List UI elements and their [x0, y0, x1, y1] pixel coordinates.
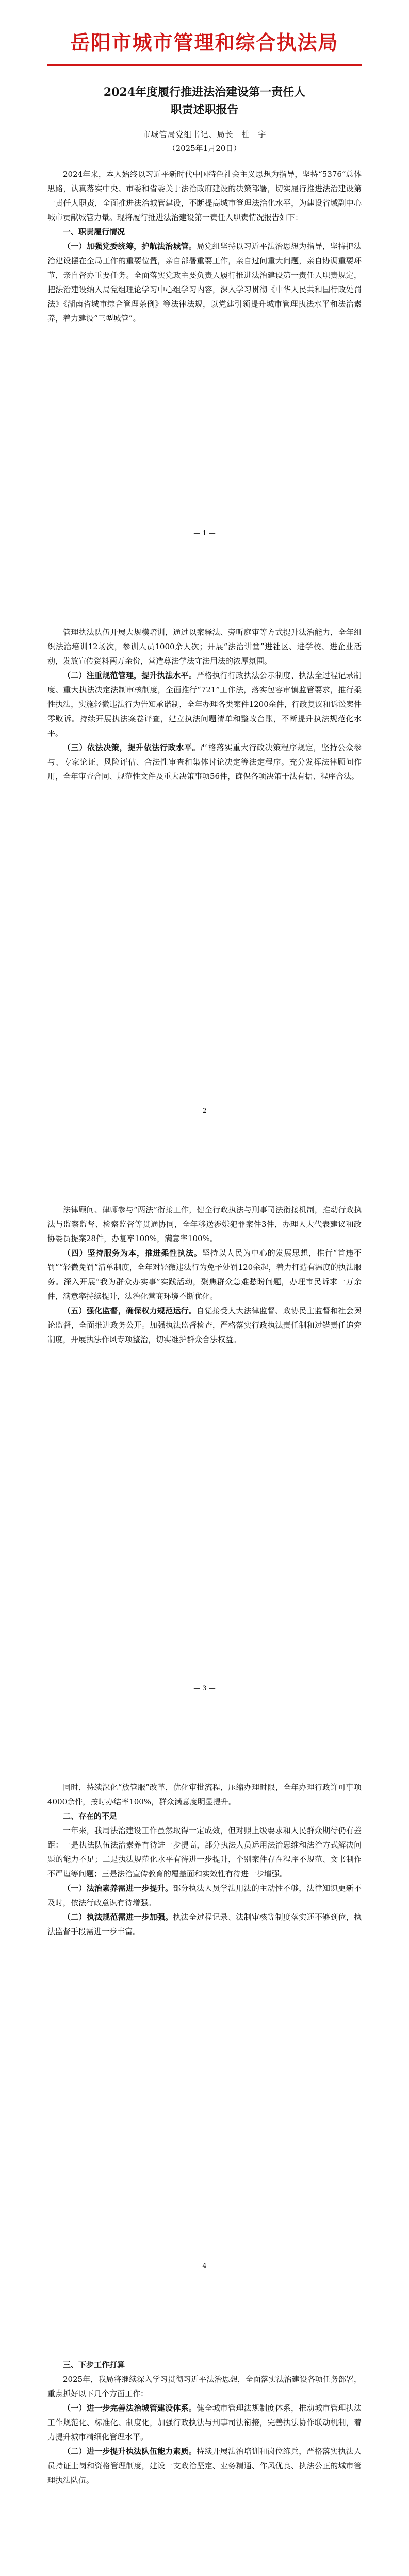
red-header-rule	[47, 64, 362, 66]
section-1-item-5	[47, 1303, 362, 1347]
continued-paragraph: 法律顾问、律师参与“两法”衔接工作，健全行政执法与刑事司法衔接机制，推动行政执法与监察监督、检察监督等贯通协同，全年移送涉嫌犯罪案件3件，办理人大代表建议和政协委员提案28件，办复率100%，满意率100%。	[47, 1205, 362, 1243]
intro-paragraph: 2024年来，本人始终以习近平新时代中国特色社会主义思想为指导，坚持“5376”总体思路，认真落实中央、市委和省委关于法治政府建设的决策部署，切实履行推进法治建设第一责任人职责，全面推进法治城管建设，不断提高城市管理法治化水平，为建设省域副中心城市贡献城管力量。现将履行推进法治建设第一责任人职责情况报告如下：	[47, 170, 362, 222]
section-3-item-2-body: 持续开展法治培训和岗位练兵，严格落实执法人员持证上岗和资格管理制度，建设一支政治坚定、业务精通、作风优良、执法公正的城市管理执法队伍。	[47, 2447, 362, 2485]
section-3-item-2-heading: （二）进一步提升执法队伍能力素质。	[63, 2447, 197, 2456]
continued-paragraph: 同时，持续深化“放管服”改革，优化审批流程，压缩办理时限，全年办理行政许可事项4000余件，按时办结率100%，群众满意度明显提升。	[47, 1783, 362, 1806]
section-1-item-2-body: 严格执行行政执法公示制度、执法全过程记录制度、重大执法决定法制审核制度，全面推行“721”工作法，落实包容审慎监管要求，推行柔性执法，实施轻微违法行为告知承诺制，全年办理各类案件1200余件，行政复议和诉讼案件零败诉。持续开展执法案卷评查，建立执法问题清单和整改台账，不断提升执法规范化水平。	[47, 671, 362, 738]
document-title-line-1: 2024年度履行推进法治建设第一责任人	[103, 86, 306, 99]
section-1-item-4-body: 坚持以人民为中心的发展思想，推行“首违不罚”“轻微免罚”清单制度，全年对轻微违法行为免予处罚120余起，着力打造有温度的执法服务。深入开展“我为群众办实事”实践活动，聚焦群众急难愁盼问题，办理市民诉求一万余件，满意率持续提升，法治化营商环境不断优化。	[47, 1248, 362, 1301]
section-2-item-2-body: 执法全过程记录、法制审核等制度落实还不够到位，执法监督手段需进一步丰富。	[47, 1912, 362, 1936]
document-page-4	[0, 1733, 409, 2311]
section-2-item-2	[47, 1910, 362, 1939]
section-1-item-3	[47, 740, 362, 784]
section-2-body: 一年来，我局法治建设工作虽然取得一定成效，但对照上级要求和人民群众期待仍有差距：一是执法队伍法治素养有待进一步提高，部分执法人员运用法治思维和法治方式解决问题的能力不足；二是执法规范化水平有待进一步提升，个别案件存在程序不规范、文书制作不严谨等问题；三是法治宣传教育的覆盖面和实效性有待进一步增强。	[47, 1826, 362, 1878]
section-1-item-3-body: 严格落实重大行政决策程序规定，坚持公众参与、专家论证、风险评估、合法性审查和集体讨论决定等法定程序。充分发挥法律顾问作用，全年审查合同、规范性文件及重大决策事项56件，确保各项决策于法有据、程序合法。	[47, 743, 362, 781]
section-1-item-1	[47, 239, 362, 326]
section-1-heading: 一、职责履行情况	[63, 227, 125, 236]
section-1-item-1-heading: （一）加强党委统筹，护航法治城管。	[63, 242, 197, 251]
page-number: — 3 —	[193, 1685, 216, 1692]
document-page-3	[0, 1155, 409, 1733]
author-byline: 市城管局党组书记、局长 杜 宇	[142, 130, 267, 139]
section-1-item-4	[47, 1246, 362, 1303]
document-page-5	[0, 2310, 409, 2576]
section-1-item-5-heading: （五）强化监督，确保权力规范运行。	[63, 1306, 197, 1315]
section-2-item-1	[47, 1881, 362, 1910]
section-1-item-2-heading: （二）注重规范管理，提升执法水平。	[63, 671, 197, 680]
section-3-item-1-body: 健全城市管理法规制度体系，推动城市管理执法工作规范化、标准化、制度化，加强行政执法与刑事司法衔接，完善执法协作联动机制，着力提升城市精细化管理水平。	[47, 2403, 362, 2442]
page-number: — 2 —	[193, 1107, 216, 1115]
agency-header-title: 岳阳市城市管理和综合执法局	[70, 31, 339, 54]
section-3-item-2	[47, 2444, 362, 2487]
section-2-item-1-body: 部分执法人员学法用法的主动性不够，法律知识更新不及时，依法行政意识有待增强。	[47, 1884, 362, 1907]
document-title	[47, 83, 362, 118]
document-title-line-2: 职责述职报告	[170, 103, 239, 116]
section-3-item-1	[47, 2401, 362, 2444]
section-3-item-1-heading: （一）进一步完善法治城管建设体系。	[63, 2403, 197, 2413]
section-2-item-1-heading: （一）法治素养需进一步提升。	[63, 1884, 173, 1893]
section-2-item-2-heading: （二）执法规范需进一步加强。	[63, 1912, 173, 1922]
report-date: （2025年1月20日）	[168, 144, 241, 153]
section-1-item-5-body: 自觉接受人大法律监督、政协民主监督和社会舆论监督，全面推进政务公开。加强执法监督检查，严格落实行政执法责任制和过错责任追究制度，开展执法作风专项整治，切实维护群众合法权益。	[47, 1306, 362, 1344]
section-1-item-4-heading: （四）坚持服务为本，推进柔性执法。	[63, 1248, 202, 1258]
document-page-2	[0, 578, 409, 1156]
section-2-heading: 二、存在的不足	[63, 1811, 118, 1821]
page-number: — 1 —	[193, 530, 216, 537]
section-1-item-2	[47, 668, 362, 740]
section-3-heading: 三、下步工作打算	[63, 2360, 125, 2369]
document-page-1	[0, 0, 409, 578]
section-1-item-1-body: 局党组坚持以习近平法治思想为指导，坚持把法治建设摆在全局工作的重要位置，亲自部署重要工作，亲自过问重大问题，亲自协调重要环节，亲自督办重要任务。全面落实党政主要负责人履行推进法治建设第一责任人职责规定，把法治建设纳入局党组理论学习中心组学习内容，深入学习贯彻《中华人民共和国行政处罚法》《湖南省城市综合管理条例》等法律法规，以党建引领提升城市管理执法水平和法治素养，着力建设“三型城管”。	[47, 242, 362, 323]
continued-paragraph: 管理执法队伍开展大规模培训，通过以案释法、旁听庭审等方式提升法治能力，全年组织法治培训12场次，参训人员1000余人次；开展“法治讲堂”进社区、进学校、进企业活动，发放宣传资料两万余份，营造尊法学法守法用法的浓厚氛围。	[47, 628, 362, 666]
section-3-intro: 2025年，我局将继续深入学习贯彻习近平法治思想，全面落实法治建设各项任务部署，重点抓好以下几个方面工作：	[47, 2375, 362, 2398]
page-number: — 4 —	[193, 2262, 216, 2270]
section-1-item-3-heading: （三）依法决策，提升依法行政水平。	[63, 743, 201, 752]
